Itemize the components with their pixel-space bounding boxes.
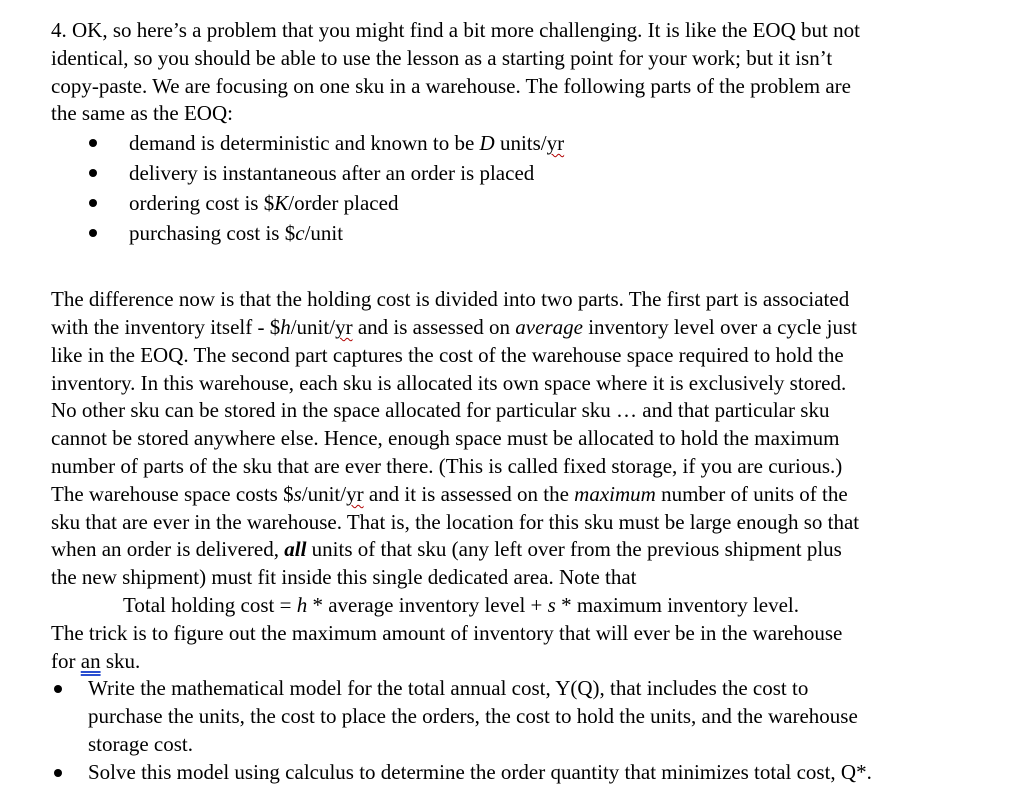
list-item: purchasing cost is $c/unit [51, 218, 1001, 248]
bullet-icon [89, 199, 97, 207]
holding-cost-paragraph: The difference now is that the holding cost is divided into two parts. The first part is associated with the inventory itself - $h/unit/yr and is assessed on average inventory level over a cycle just like in the EOQ. The second part captures the cost of the warehouse space required to hold the inventory. In this warehouse, each sku is allocated its own space where it is exclusively stored. No other sku can be stored in the space allocated for particular sku … and that particular sku cannot be stored anywhere else. Hence, enough space must be allocated to hold the maximum number of parts of the sku that are ever there. (This is called fixed storage, if you are curious.) The warehouse space costs $s/unit/yr and it is assessed on the maximum number of units of the sku that are ever in the warehouse. That is, the location for this sku must be large enough so that when an order is delivered, all units of that sku (any left over from the previous shipment plus the new shipment) must fit inside this single dedicated area. Note that Total holding cost = h * average inventory level + s * maximum inventory level. The trick is to figure out the maximum amount of inventory that will ever be in the warehouse for an sku. [51, 286, 1001, 675]
bullet-icon [54, 685, 62, 693]
assumption-list [51, 128, 1001, 248]
task-list [51, 675, 1001, 786]
spellcheck-word: yr [335, 314, 353, 339]
intro-line: copy-paste. We are focusing on one sku in a warehouse. The following parts of the problem are [51, 73, 851, 98]
list-item: demand is deterministic and known to be D units/yr [51, 128, 1001, 158]
intro-paragraph [51, 17, 1001, 128]
intro-line: 4. OK, so here’s a problem that you might find a bit more challenging. It is like the EOQ but not [51, 18, 860, 42]
bullet-icon [89, 169, 97, 177]
holding-cost-formula: Total holding cost = h * average inventory level + s * maximum inventory level. [123, 592, 800, 617]
problem-document [51, 17, 1001, 787]
intro-line: the same as the EOQ: [51, 101, 233, 126]
bullet-icon [54, 769, 62, 777]
spellcheck-word: yr [546, 131, 565, 156]
spellcheck-word: yr [346, 481, 364, 506]
grammar-flag: an [80, 648, 101, 673]
intro-line: identical, so you should be able to use the lesson as a starting point for your work; but it isn’t [51, 45, 833, 70]
list-item: Write the mathematical model for the total annual cost, Y(Q), that includes the cost to purchase the units, the cost to place the orders, the cost to hold the units, and the warehouse storage cost. [51, 675, 1001, 758]
bullet-icon [89, 229, 97, 237]
list-item: delivery is instantaneous after an order is placed [51, 158, 1001, 188]
list-item: Solve this model using calculus to determine the order quantity that minimizes total cost, Q*. [51, 759, 1001, 787]
list-item: ordering cost is $K/order placed [51, 188, 1001, 218]
bullet-icon [89, 139, 97, 147]
